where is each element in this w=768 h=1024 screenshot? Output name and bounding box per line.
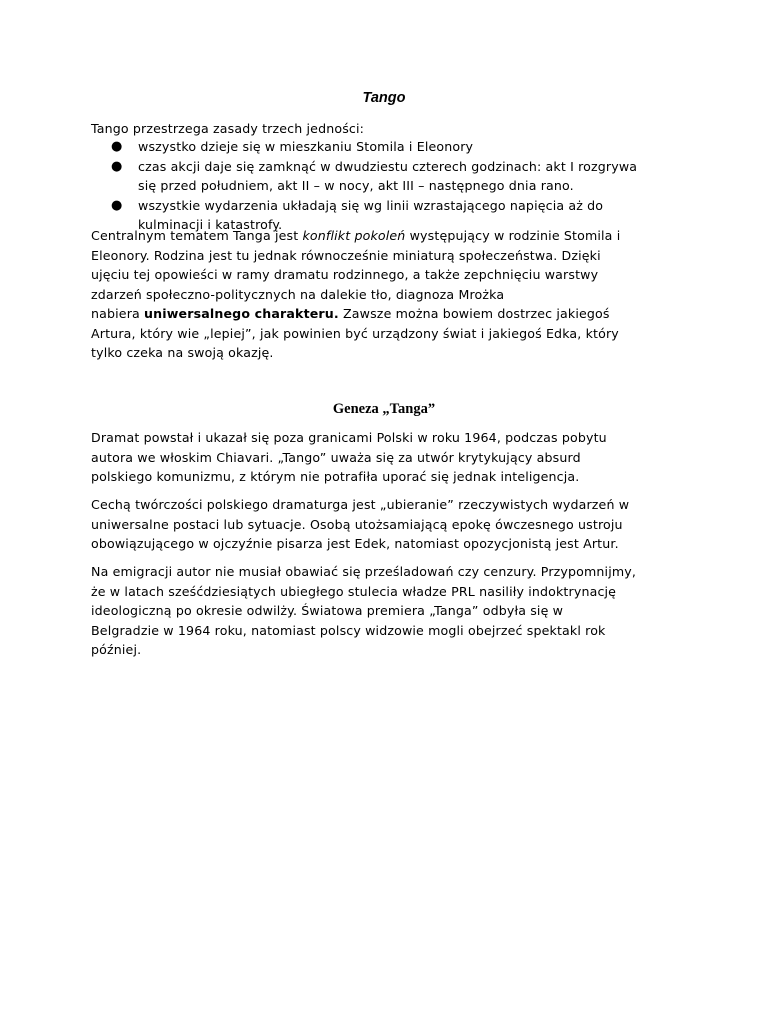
- paragraph-line: obowiązującego w ojczyźnie pisarza jest Edek, natomiast opozycjonistą jest Artur.: [91, 536, 619, 551]
- bullet-item: [111, 137, 691, 157]
- bullet-line: się przed południem, akt II – w nocy, akt III – następnego dnia rano.: [138, 178, 574, 193]
- bullet-icon: ●: [111, 139, 123, 154]
- text-run: Centralnym tematem Tanga jest: [91, 228, 303, 243]
- paragraph-line: [91, 304, 691, 324]
- paragraph-line: ujęciu tej opowieści w ramy dramatu rodzinnego, a także zepchnięciu warstwy: [91, 267, 599, 282]
- paragraph-line: polskiego komunizmu, z którym nie potrafiła uporać się jednak inteligencja.: [91, 469, 580, 484]
- paragraph-line: później.: [91, 642, 142, 657]
- bullet-item: [111, 157, 691, 196]
- paragraph-line: Na emigracji autor nie musiał obawiać się prześladowań czy cenzury. Przypomnijmy,: [91, 564, 637, 579]
- paragraph-emigration: [91, 562, 691, 660]
- paragraph-line: Dramat powstał i ukazał się poza granicami Polski w roku 1964, podczas pobytu: [91, 430, 607, 445]
- text-run: Zawsze można bowiem dostrzec jakiegoś: [338, 306, 610, 321]
- unity-bullet-list: [111, 137, 691, 235]
- paragraph-line: Cechą twórczości polskiego dramaturga jest „ubieranie” rzeczywistych wydarzeń w: [91, 497, 630, 512]
- paragraph-line: ideologiczną po okresie odwilży. Światowa premiera „Tanga” odbyła się w: [91, 603, 564, 618]
- paragraph-line: uniwersalne postaci lub sytuacje. Osobą utożsamiającą epokę ówczesnego ustroju: [91, 516, 623, 532]
- paragraph-line: że w latach sześćdziesiątych ubiegłego stulecia władze PRL nasiliły indoktrynację: [91, 583, 617, 599]
- bold-text: uniwersalnego charakteru.: [144, 306, 339, 321]
- bullet-line: wszystkie wydarzenia układają się wg linii wzrastającego napięcia aż do: [138, 197, 604, 213]
- intro-text: [91, 119, 691, 139]
- text-run: występujący w rodzinie Stomila i: [405, 228, 621, 243]
- bullet-line: wszystko dzieje się w mieszkaniu Stomila i Eleonory: [138, 139, 474, 154]
- paragraph-central-theme: [91, 226, 691, 363]
- paragraph-origin: [91, 428, 691, 487]
- paragraph-line: [91, 226, 691, 246]
- paragraph-line: tylko czeka na swoją okazję.: [91, 345, 274, 360]
- bullet-icon: ●: [111, 197, 123, 213]
- text-run: nabiera: [91, 306, 145, 321]
- paragraph-style: [91, 495, 691, 554]
- document-title: Tango: [362, 90, 406, 106]
- section-subtitle: Geneza „Tanga”: [332, 401, 436, 417]
- paragraph-line: autora we włoskim Chiavari. „Tango” uważa się za utwór krytykujący absurd: [91, 449, 581, 465]
- bullet-line: czas akcji daje się zamknąć w dwudziestu czterech godzinach: akt I rozgrywa: [138, 158, 638, 174]
- emphasis-text: konflikt pokoleń: [302, 228, 406, 243]
- paragraph-line: Artura, który wie „lepiej”, jak powinien być urządzony świat i jakiegoś Edka, który: [91, 325, 619, 341]
- bullet-line: kulminacji i katastrofy.: [138, 217, 283, 232]
- bullet-icon: ●: [111, 158, 123, 174]
- paragraph-line: Belgradzie w 1964 roku, natomiast polscy widzowie mogli obejrzeć spektakl rok: [91, 622, 606, 638]
- paragraph-line: zdarzeń społeczno-politycznych na dalekie tło, diagnoza Mrożka: [91, 286, 505, 302]
- intro-line: Tango przestrzega zasady trzech jedności:: [91, 121, 365, 136]
- paragraph-line: Eleonory. Rodzina jest tu jednak równocześnie miniaturą społeczeństwa. Dzięki: [91, 247, 601, 263]
